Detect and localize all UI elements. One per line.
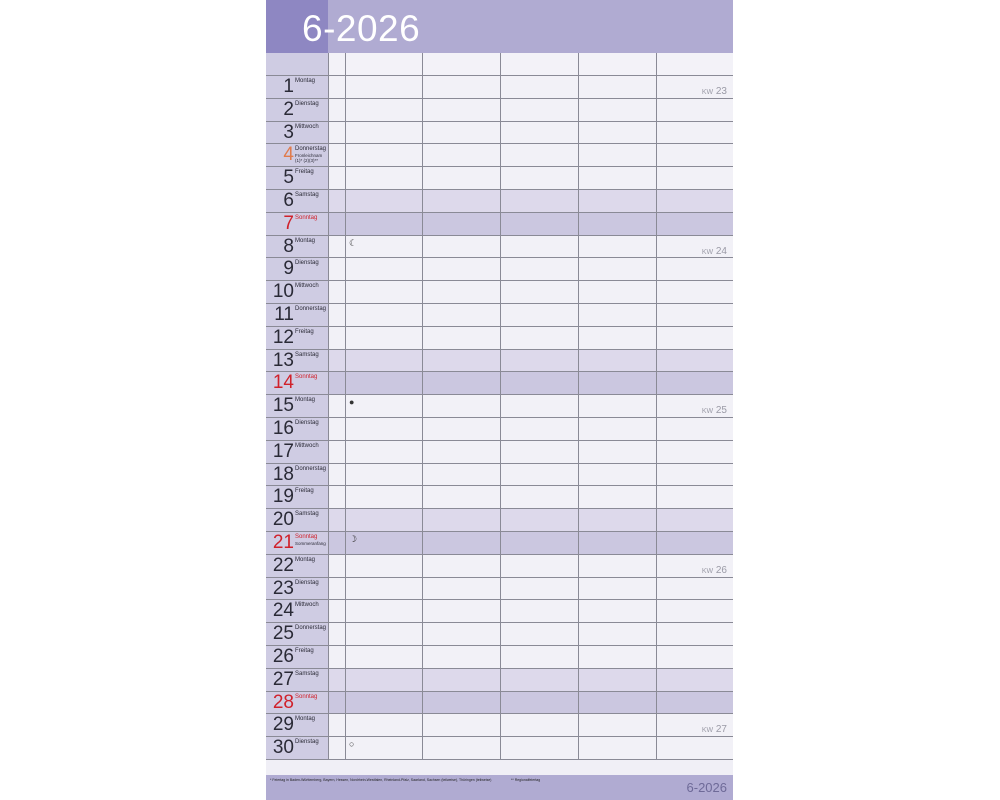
day-name: Dienstag xyxy=(295,420,319,426)
day-cell xyxy=(266,189,328,212)
day-number: 24 xyxy=(272,600,294,622)
day-note: Fronleichnam xyxy=(295,153,323,159)
day-number: 8 xyxy=(283,235,294,257)
column-divider xyxy=(578,53,579,759)
day-number: 14 xyxy=(272,372,294,394)
day-number: 10 xyxy=(272,281,294,303)
day-name: Freitag xyxy=(295,169,314,176)
entry-area[interactable] xyxy=(328,577,733,600)
day-number: 21 xyxy=(272,532,294,553)
day-name: Dienstag xyxy=(295,260,319,267)
entry-area[interactable] xyxy=(328,645,733,668)
day-number: 4 xyxy=(283,144,294,166)
entry-area[interactable] xyxy=(328,736,733,759)
column-divider xyxy=(345,53,346,759)
day-number: 23 xyxy=(272,577,294,599)
day-cell xyxy=(266,371,328,394)
entry-area[interactable] xyxy=(328,349,733,372)
day-name: Samstag xyxy=(295,511,319,518)
entry-area[interactable] xyxy=(328,166,733,189)
entry-area[interactable] xyxy=(328,257,733,280)
day-cell xyxy=(266,98,328,121)
calendar-week-label xyxy=(702,724,727,735)
day-number: 1 xyxy=(283,76,294,97)
day-name: Mittwoch xyxy=(295,123,319,130)
day-number: 27 xyxy=(272,668,294,690)
day-number: 19 xyxy=(272,486,294,508)
calendar-week-number: 27 xyxy=(715,724,727,736)
day-number: 5 xyxy=(283,167,294,189)
entry-area[interactable] xyxy=(328,417,733,440)
entry-area[interactable] xyxy=(328,303,733,326)
column-divider xyxy=(422,53,423,759)
day-note-secondary: (1)* (2)(3)** xyxy=(295,158,319,164)
entry-area[interactable] xyxy=(328,485,733,508)
day-number: 6 xyxy=(283,190,294,211)
calendar-week-label xyxy=(702,565,727,576)
day-cell xyxy=(266,463,328,486)
column-divider xyxy=(328,53,329,759)
day-cell xyxy=(266,599,328,622)
day-cell xyxy=(266,75,328,98)
day-name: Montag xyxy=(295,556,316,563)
day-number: 15 xyxy=(272,395,294,417)
day-cell xyxy=(266,143,328,166)
footer-holiday-note: * Feiertag in Baden-Württemberg, Bayern, Hessen, Nordrhein-Westfalen, Rheinland-Pfalz, Saarland, Sachsen (teilweise), Thüringen (teilweise) xyxy=(270,778,492,782)
day-name: Sonntag xyxy=(295,693,318,700)
day-cell xyxy=(266,257,328,280)
entry-area[interactable] xyxy=(328,713,733,736)
day-number: 29 xyxy=(272,714,294,736)
page-title: 6-2026 xyxy=(302,8,421,49)
calendar-week-prefix: KW xyxy=(701,248,714,256)
day-name: Montag xyxy=(295,716,316,723)
day-number: 16 xyxy=(272,418,294,439)
day-name: Donnerstag xyxy=(295,146,327,153)
day-name: Sonntag xyxy=(295,534,318,540)
day-number: 22 xyxy=(272,554,294,576)
calendar-footer xyxy=(266,775,733,800)
day-number: 17 xyxy=(272,440,294,462)
day-cell xyxy=(266,280,328,303)
day-number: 12 xyxy=(272,326,294,348)
day-name: Donnerstag xyxy=(295,625,327,632)
calendar-week-prefix: KW xyxy=(701,727,714,735)
day-cell xyxy=(266,349,328,372)
calendar-week-label xyxy=(702,405,727,416)
entry-area[interactable] xyxy=(328,599,733,622)
day-name: Montag xyxy=(295,397,316,404)
column-divider xyxy=(500,53,501,759)
entry-area[interactable] xyxy=(328,668,733,691)
day-name: Sonntag xyxy=(295,374,318,381)
day-name: Freitag xyxy=(295,328,314,335)
footer-regional-note: ** Regionalfeiertag xyxy=(511,778,541,782)
day-name: Donnerstag xyxy=(295,465,327,472)
day-cell xyxy=(266,736,328,759)
day-cell xyxy=(266,554,328,577)
day-name: Dienstag xyxy=(295,739,319,746)
day-cell xyxy=(266,394,328,417)
day-number: 13 xyxy=(272,349,294,371)
day-number: 30 xyxy=(272,737,294,759)
calendar-header xyxy=(266,0,733,53)
day-number: 7 xyxy=(283,212,294,234)
day-cell xyxy=(266,166,328,189)
entry-area[interactable] xyxy=(328,143,733,166)
day-cell xyxy=(266,645,328,668)
day-name: Montag xyxy=(295,78,316,84)
day-number: 20 xyxy=(272,509,294,531)
day-cell xyxy=(266,668,328,691)
day-number: 2 xyxy=(283,98,294,120)
entry-area[interactable] xyxy=(328,622,733,645)
entry-area[interactable] xyxy=(328,189,733,212)
day-name: Mittwoch xyxy=(295,442,319,449)
day-name: Freitag xyxy=(295,648,314,654)
calendar-week-label xyxy=(702,246,727,257)
column-divider xyxy=(656,53,657,759)
day-cell xyxy=(266,577,328,600)
day-cell xyxy=(266,508,328,531)
entry-area[interactable] xyxy=(328,394,733,417)
entry-area[interactable] xyxy=(328,508,733,531)
day-cell xyxy=(266,212,328,235)
day-cell xyxy=(266,713,328,736)
entry-area[interactable] xyxy=(328,212,733,235)
day-name: Freitag xyxy=(295,488,314,495)
day-column-header xyxy=(266,53,328,75)
day-number: 11 xyxy=(274,304,294,325)
calendar-week-label xyxy=(702,86,727,97)
day-cell xyxy=(266,440,328,463)
entry-area[interactable] xyxy=(328,235,733,258)
day-cell xyxy=(266,417,328,440)
entry-area[interactable] xyxy=(328,440,733,463)
entry-area[interactable] xyxy=(328,98,733,121)
day-number: 18 xyxy=(272,463,294,485)
calendar-week-prefix: KW xyxy=(701,408,714,416)
day-number: 25 xyxy=(272,623,294,645)
moon-phase-icon: ☾ xyxy=(349,237,358,248)
day-cell xyxy=(266,531,328,554)
day-number: 9 xyxy=(283,258,294,280)
entry-area[interactable] xyxy=(328,554,733,577)
entry-area[interactable] xyxy=(328,531,733,554)
day-name: Mittwoch xyxy=(295,283,319,290)
day-name: Samstag xyxy=(295,670,319,677)
day-name: Donnerstag xyxy=(295,306,327,312)
row-divider xyxy=(266,759,733,760)
calendar-week-prefix: KW xyxy=(701,89,714,96)
entry-area[interactable] xyxy=(328,280,733,303)
day-name: Montag xyxy=(295,237,316,244)
footer-date: 6-2026 xyxy=(686,780,727,795)
day-cell xyxy=(266,622,328,645)
day-name: Dienstag xyxy=(295,579,319,586)
calendar-week-prefix: KW xyxy=(701,567,714,575)
entry-area[interactable] xyxy=(328,75,733,98)
day-number: 28 xyxy=(272,691,294,713)
day-name: Mittwoch xyxy=(295,602,319,609)
entry-area[interactable] xyxy=(328,463,733,486)
calendar-week-number: 24 xyxy=(715,245,727,257)
day-name: Sonntag xyxy=(295,214,318,221)
day-number: 3 xyxy=(283,121,294,143)
moon-phase-icon: ● xyxy=(349,397,355,408)
calendar-week-number: 26 xyxy=(715,564,727,576)
calendar-week-number: 25 xyxy=(715,405,727,417)
day-note: Sommeranfang xyxy=(295,541,326,546)
day-cell xyxy=(266,326,328,349)
entry-area[interactable] xyxy=(328,326,733,349)
day-cell xyxy=(266,121,328,144)
day-name: Samstag xyxy=(295,351,319,358)
entry-area[interactable] xyxy=(328,691,733,714)
calendar-sheet xyxy=(266,0,733,800)
entry-area[interactable] xyxy=(328,371,733,394)
day-cell xyxy=(266,691,328,714)
day-number: 26 xyxy=(272,646,294,667)
day-cell xyxy=(266,485,328,508)
day-cell xyxy=(266,235,328,258)
moon-phase-icon: ☽ xyxy=(349,534,358,544)
calendar-week-number: 23 xyxy=(715,86,727,97)
day-cell xyxy=(266,303,328,326)
moon-phase-icon: ○ xyxy=(349,739,355,750)
day-name: Dienstag xyxy=(295,100,319,107)
day-name: Samstag xyxy=(295,192,319,198)
entry-area[interactable] xyxy=(328,121,733,144)
